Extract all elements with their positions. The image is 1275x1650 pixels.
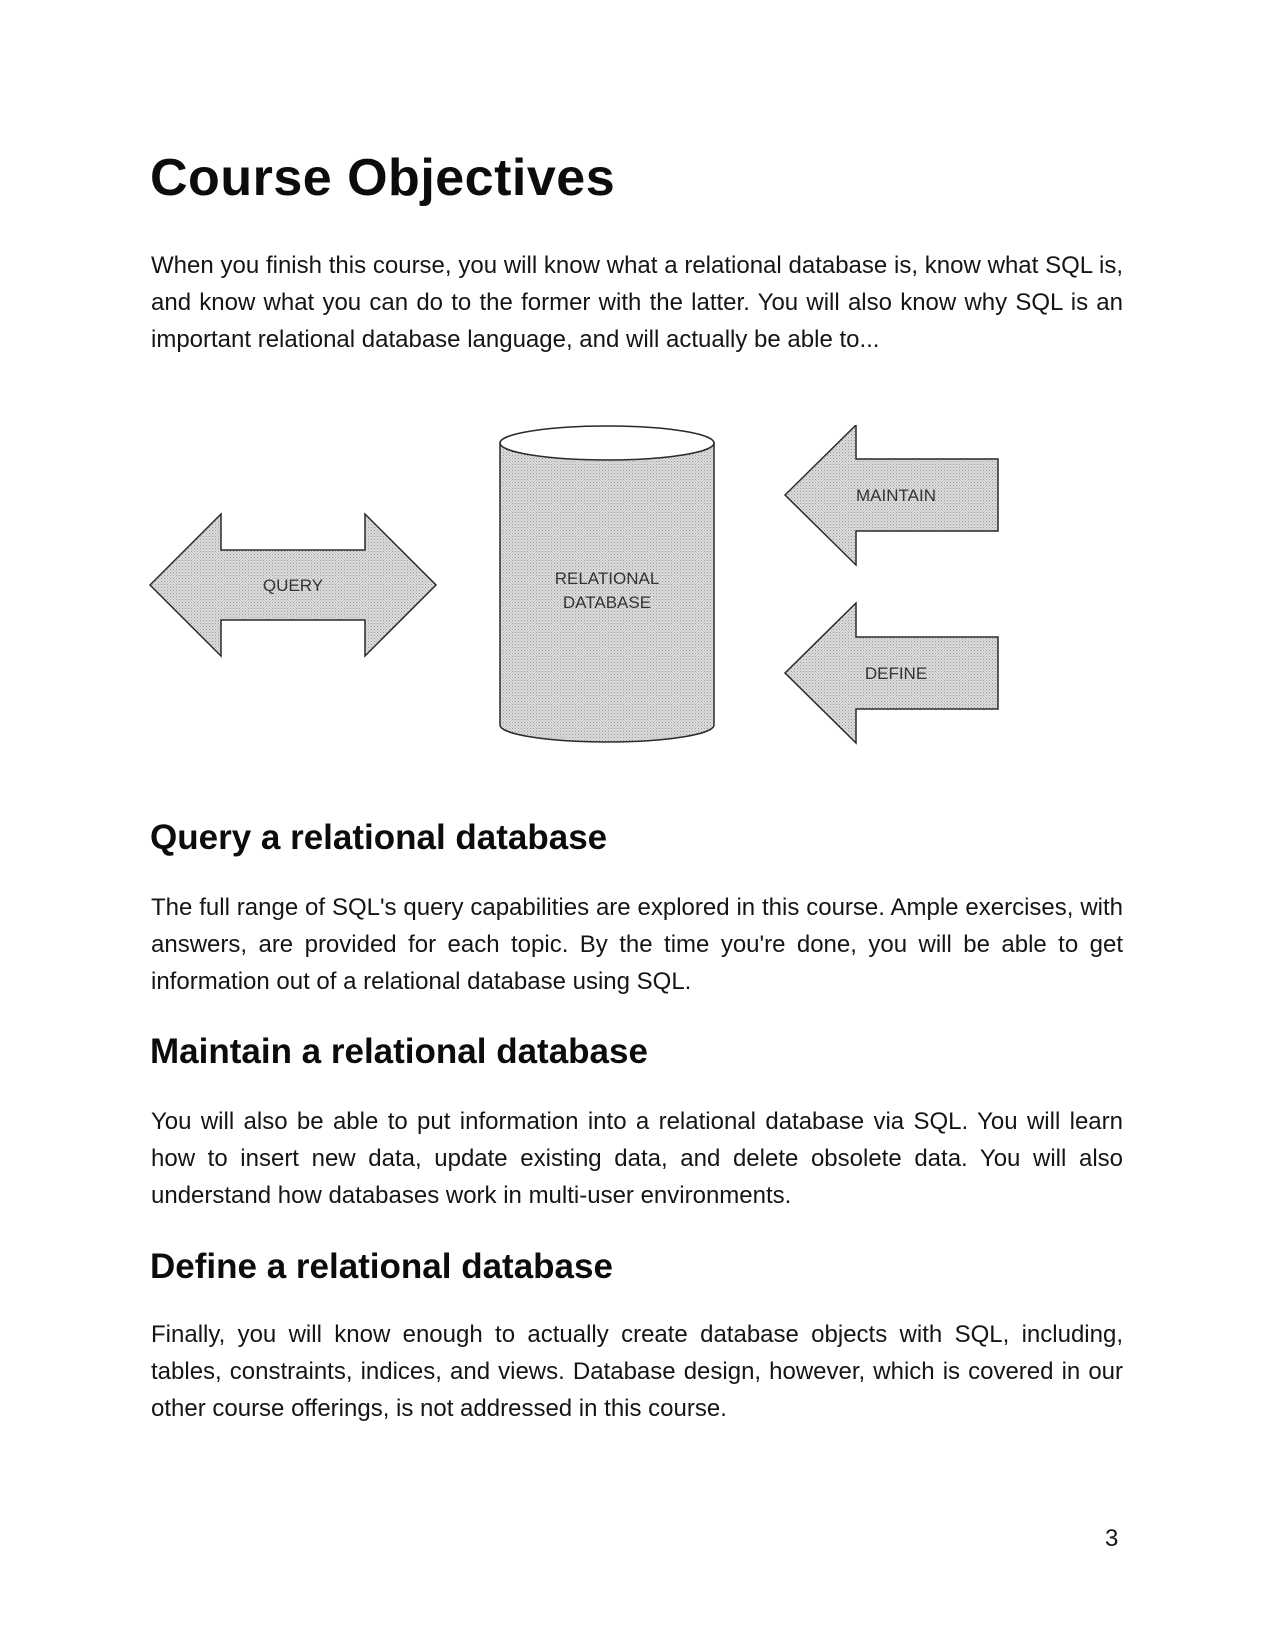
section-define-body: Finally, you will know enough to actually create database objects with SQL, including, tables, constraints, indices, and views. Database design, however, which is covered in our other course offerings, is not addressed in this course. [151,1321,1123,1422]
section-maintain-body: You will also be able to put information into a relational database via SQL. You will learn how to insert new data, update existing data, and delete obsolete data. You will also understand how databases work in multi-user environments. [151,1108,1123,1209]
maintain-arrow-icon [785,425,998,565]
define-arrow-icon [785,603,998,743]
section-query-body: The full range of SQL's query capabilities are explored in this course. Ample exercises, with answers, are provided for each topic. By the time you're done, you will be able to get information out of a relational database using SQL. [151,894,1123,995]
intro-paragraph: When you finish this course, you will know what a relational database is, know what SQL is, and know what you can do to the former with the latter. You will also know why SQL is an important relational database language, and will actually be able to... [151,252,1123,353]
query-double-arrow-icon [150,514,436,656]
database-cylinder-icon [500,426,714,742]
database-label-line1: RELATIONAL [554,569,660,588]
query-label: QUERY [262,576,324,595]
page-title: Course Objectives [150,149,616,207]
page-number: 3 [1105,1525,1119,1552]
define-label: DEFINE [864,664,928,683]
relational-database-diagram [140,425,1080,795]
section-maintain-heading: Maintain a relational database [150,1032,648,1071]
database-label-line2: DATABASE [562,593,652,612]
maintain-label: MAINTAIN [856,486,936,505]
section-define-heading: Define a relational database [150,1247,613,1286]
section-query-heading: Query a relational database [150,818,608,857]
